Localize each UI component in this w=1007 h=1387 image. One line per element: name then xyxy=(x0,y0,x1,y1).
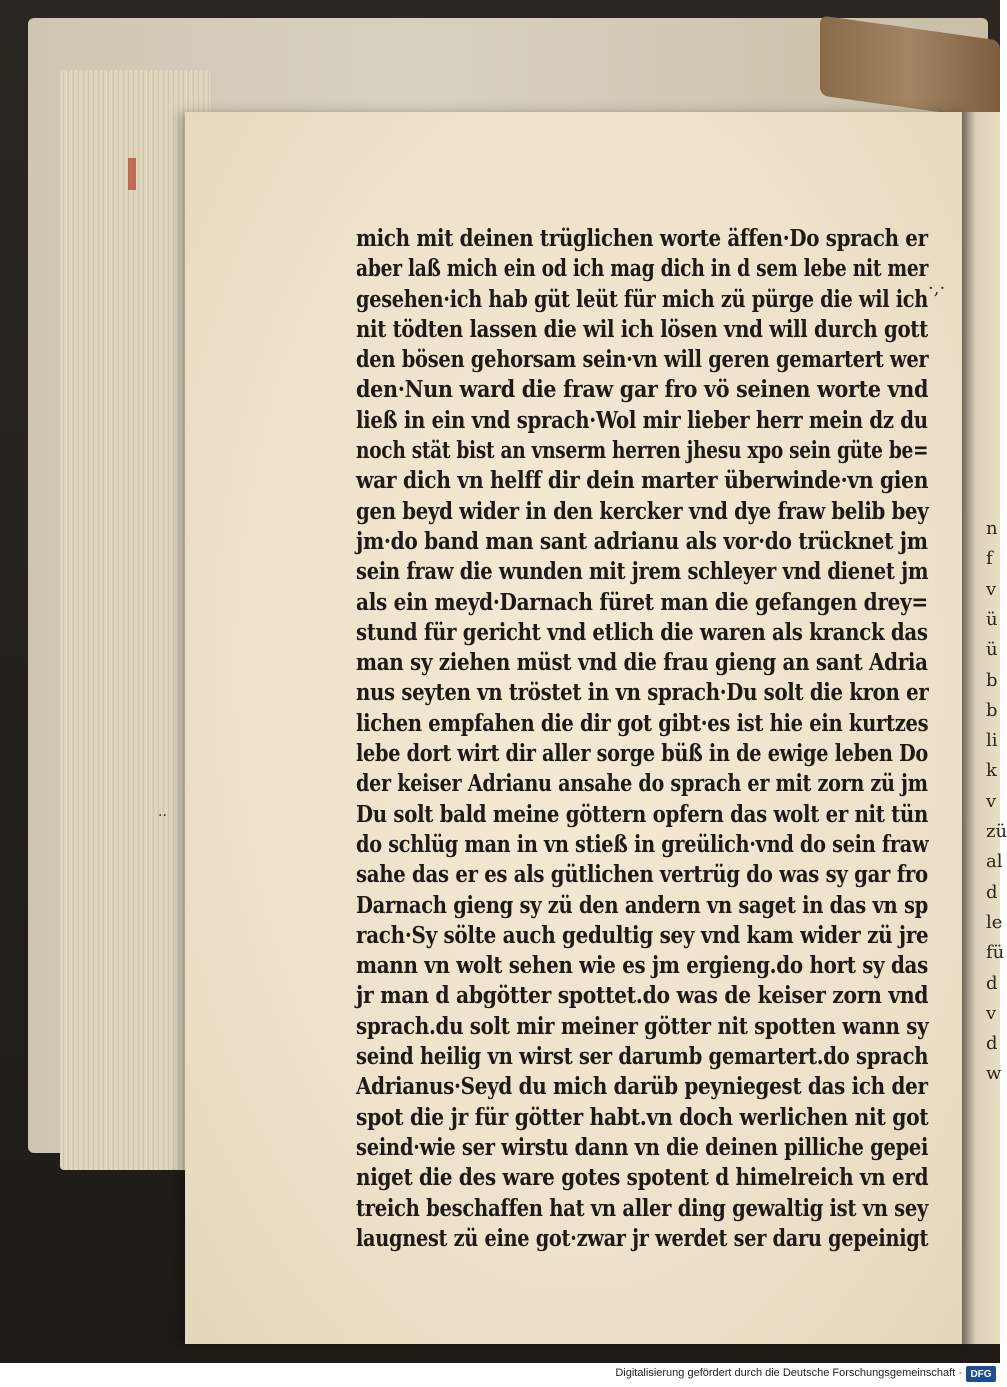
text-line: nit tödten lassen die wil ich lösen vnd will durch gott xyxy=(356,315,928,343)
text-line: den bösen gehorsam sein·vn will geren gemartert wer xyxy=(356,346,929,374)
next-page-fragment: k xyxy=(986,760,997,782)
next-page-fragment: al xyxy=(986,851,1003,873)
text-line: rach·Sy sölte auch gedultig sey vnd kam wider zü jre xyxy=(356,921,929,949)
text-line: man sy ziehen müst vnd die frau gieng an sant Adria xyxy=(356,649,928,677)
text-line: lebe dort wirt dir aller sorge büß in de ewige leben Do xyxy=(356,740,928,768)
footer-credit: Digitalisierung gefördert durch die Deutsche Forschungsgemeinschaft · xyxy=(615,1367,962,1379)
text-line: gesehen·ich hab güt leüt für mich zü pürge die wil ich xyxy=(356,285,928,313)
next-page-fragment: v xyxy=(986,790,997,812)
text-line: den·Nun ward die fraw gar fro vö seinen worte vnd xyxy=(356,376,929,404)
next-page-fragment: f xyxy=(986,548,993,570)
next-page-fragment: d xyxy=(986,1033,998,1055)
text-line: stund für gericht vnd etlich die waren als kranck das xyxy=(356,618,928,646)
text-line: Darnach gieng sy zü den andern vn saget in das vn sp xyxy=(356,891,928,919)
text-line: lichen empfahen die dir got gibt·es ist hie ein kurtzes xyxy=(356,709,929,737)
text-line: mich mit deinen trüglichen worte äffen·Do sprach er xyxy=(356,225,928,252)
margin-mark: ·,· xyxy=(928,278,946,299)
text-line: sprach.du solt mir meiner götter nit spotten wann sy xyxy=(356,1012,929,1040)
text-line: nus seyten vn tröstet in vn sprach·Du solt die kron er xyxy=(356,679,929,707)
next-page-fragment: d xyxy=(986,972,998,994)
next-page-fragment: b xyxy=(986,669,998,691)
text-line: mann vn wolt sehen wie es jm ergieng.do hort sy das xyxy=(356,952,929,980)
text-line: gen beyd wider in den kercker vnd dye fraw belib bey xyxy=(356,497,929,525)
next-page-fragment: zü xyxy=(986,821,1007,842)
next-page-fragment: le xyxy=(986,911,1003,933)
text-line: der keiser Adrianu ansahe do sprach er mit zorn zü jm xyxy=(356,770,928,798)
text-line: spot die jr für götter habt.vn doch werlichen nit got xyxy=(356,1103,929,1131)
text-line: sein fraw die wunden mit jrem schleyer vnd dienet jm xyxy=(356,558,929,586)
red-edge-mark xyxy=(128,158,136,190)
next-page-fragment: w xyxy=(986,1063,1002,1085)
text-line: aber laß mich ein od ich mag dich in d sem lebe nit mer xyxy=(356,255,929,283)
text-column xyxy=(356,224,931,1254)
text-line: Adrianus·Seyd du mich darüb peyniegest das ich der xyxy=(356,1073,928,1101)
text-line: Du solt bald meine göttern opfern das wolt er nit tün xyxy=(356,800,929,828)
dfg-logo: DFG xyxy=(966,1366,996,1382)
text-line: do schlüg man in vn stieß in greülich·vnd do sein fraw xyxy=(356,830,929,858)
text-line: seind·wie ser wirstu dann vn die deinen pilliche gepei xyxy=(356,1133,929,1161)
text-line: als ein meyd·Darnach füret man die gefangen drey= xyxy=(356,588,928,616)
text-line: sahe das er es als gütlichen vertrüg do was sy gar fro xyxy=(356,861,928,889)
next-page-fragment: ü xyxy=(986,639,998,661)
next-page-fragment: d xyxy=(986,881,998,903)
text-line: jm·do band man sant adrianu als vor·do trücknet jm xyxy=(356,527,928,555)
text-line: niget die des ware gotes spotent d himelreich vn erd xyxy=(356,1164,929,1192)
footer-bar xyxy=(0,1363,1000,1387)
text-line: treich beschaffen hat vn aller ding gewaltig ist vn sey xyxy=(356,1194,929,1222)
text-line: war dich vn helff dir dein marter überwinde·vn gien xyxy=(356,467,929,495)
text-line: ließ in ein vnd sprach·Wol mir lieber herr mein dz du xyxy=(356,406,928,434)
gutter-dots: ·· xyxy=(158,808,167,824)
next-page-fragment: v xyxy=(986,578,997,600)
text-line: laugnest zü eine got·zwar jr werdet ser daru gepeinigt xyxy=(356,1224,929,1252)
text-line: seind heilig vn wirst ser darumb gemartert.do sprach xyxy=(356,1043,929,1071)
next-page-fragment: v xyxy=(986,1002,997,1024)
next-page-fragment: b xyxy=(986,699,998,721)
next-page-fragment: ü xyxy=(986,608,998,630)
next-page-fragment: n xyxy=(986,518,998,539)
right-page-edge xyxy=(962,112,1003,1344)
next-page-fragment: li xyxy=(986,730,998,752)
text-line: jr man d abgötter spottet.do was de keiser zorn vnd xyxy=(356,982,929,1010)
next-page-fragment: fü xyxy=(986,942,1005,964)
text-line: noch stät bist an vnserm herren jhesu xpo sein güte be= xyxy=(356,437,929,465)
